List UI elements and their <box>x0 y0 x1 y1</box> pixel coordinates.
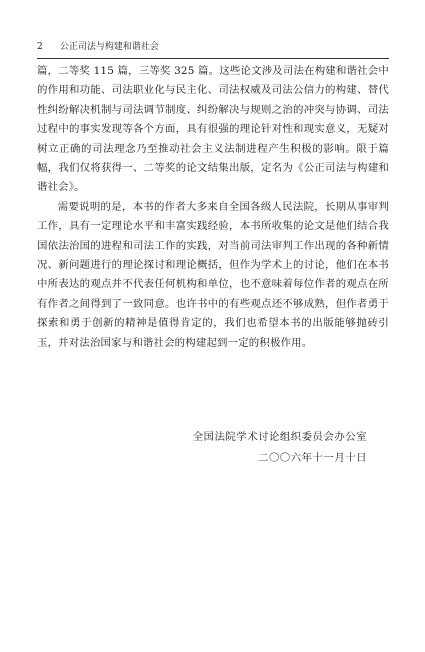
paragraph-note: 需要说明的是，本书的作者大多来自全国各级人民法院，长期从事审判工作，具有一定理论水平和丰富实践经验，本书所收集的论文是他们结合我国依法治国的进程和司法工作的实践，对当前司法审判工作出现的各种新情况、新问题进行的理论探讨和理论概括，但作为学术上的讨论，他们在本书中所表达的观点并不代表任何机构和单位，也不意味着每位作者的观点在所有作者之间得到了一致同意。也许书中的有些观点还不够成熟，但作者勇于探索和勇于创新的精神是值得肯定的，我们也希望本书的出版能够抛砖引玉，并对法治国家与和谐社会的构建起到一定的积极作用。 <box>37 200 389 349</box>
header-rule <box>37 58 389 59</box>
signature-date: 二〇〇六年十一月十日 <box>258 452 367 464</box>
body-text <box>37 62 389 353</box>
page-number: 2 <box>37 42 43 52</box>
book-title: 公正司法与构建和谐社会 <box>59 42 159 52</box>
running-header <box>37 40 389 54</box>
signature-block <box>37 427 367 469</box>
paragraph-continued: 篇，二等奖 115 篇，三等奖 325 篇。这些论文涉及司法在构建和谐社会中的作用和功能、司法职业化与民主化、司法权威及司法公信力的构建、替代性纠纷解决机制与司法调节制度、纠纷解决与规则之治的冲突与协调、司法过程中的事实发现等各个方面，具有很强的理论针对性和现实意义，无疑对树立正确的司法理念乃至推动社会主义法制进程产生积极的影响。限于篇幅，我们仅将获得一、二等奖的论文结集出版，定名为《公正司法与构建和谐社会》。 <box>37 65 389 194</box>
signature-organization: 全国法院学术讨论组织委员会办公室 <box>192 431 367 443</box>
